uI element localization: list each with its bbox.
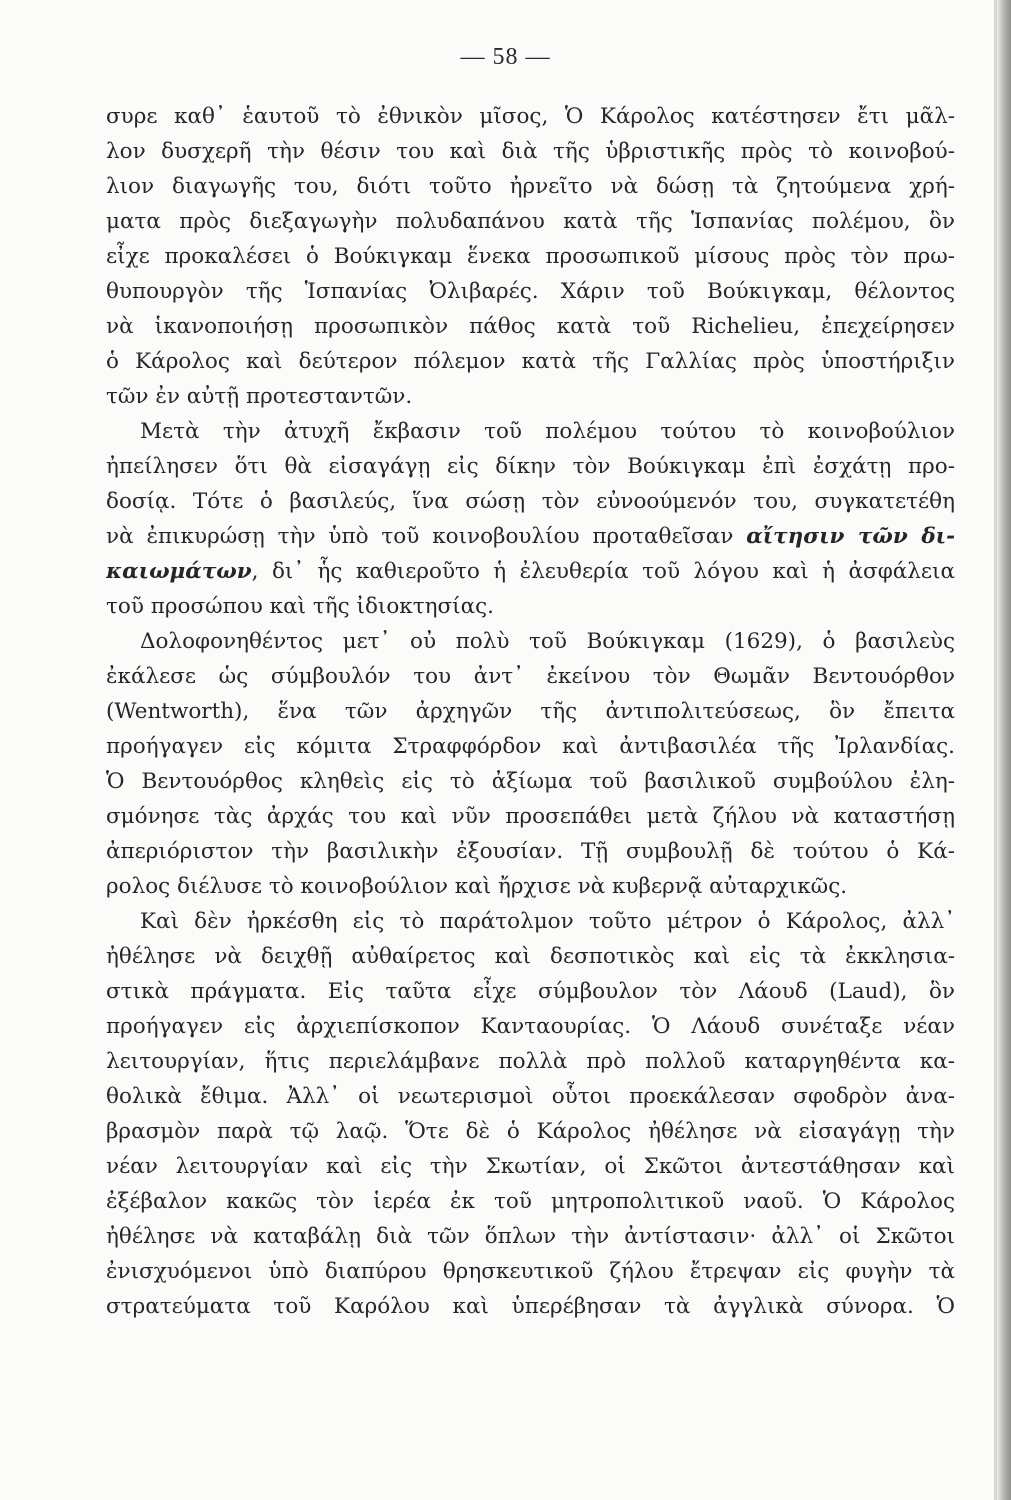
text-line-part: , δι᾽ ἧς καθιεροῦτο ἡ ἐλευθερία τοῦ λόγου καὶ ἡ ἀσφάλεια bbox=[251, 559, 955, 584]
text-line: ὁ Κάρολος καὶ δεύτερον πόλεμον κατὰ τῆς Γαλλίας πρὸς ὑποστήριξιν bbox=[106, 349, 955, 374]
text-line: ἐκάλεσε ὡς σύμβουλόν του ἀντ᾽ ἐκείνου τὸν Θωμᾶν Βεντουόρθον bbox=[106, 664, 955, 689]
text-line: στρατεύματα τοῦ Καρόλου καὶ ὑπερέβησαν τὰ ἀγγλικὰ σύνορα. Ὁ bbox=[106, 1294, 955, 1319]
text-line: ἐνισχυόμενοι ὑπὸ διαπύρου θρησκευτικοῦ ζήλου ἔτρεψαν εἰς φυγὴν τὰ bbox=[106, 1259, 955, 1284]
page-number: — 58 — bbox=[460, 44, 551, 70]
text-line: θολικὰ ἔθιμα. Ἀλλ᾽ οἱ νεωτερισμοὶ οὗτοι προεκάλεσαν σφοδρὸν ἀνα- bbox=[106, 1084, 955, 1109]
emphasized-term: καιωμάτων bbox=[106, 559, 252, 584]
text-line: ἠπείλησεν ὅτι θὰ εἰσαγάγῃ εἰς δίκην τὸν Βούκιγκαμ ἐπὶ ἐσχάτῃ προ- bbox=[106, 454, 955, 479]
text-line: τῶν ἐν αὐτῇ προτεσταντῶν. bbox=[106, 384, 413, 409]
text-line: συρε καθ᾽ ἑαυτοῦ τὸ ἐθνικὸν μῖσος, Ὁ Κάρολος κατέστησεν ἔτι μᾶλ- bbox=[106, 104, 955, 129]
text-line: στικὰ πράγματα. Εἰς ταῦτα εἶχε σύμβουλον τὸν Λάουδ (Laud), ὃν bbox=[106, 979, 955, 1004]
text-line bbox=[106, 555, 955, 589]
text-line: λιον διαγωγῆς του, διότι τοῦτο ἠρνεῖτο νὰ δώσῃ τὰ ζητούμενα χρή- bbox=[106, 174, 955, 199]
text-line: ἐξέβαλον κακῶς τὸν ἱερέα ἐκ τοῦ μητροπολιτικοῦ ναοῦ. Ὁ Κάρολος bbox=[106, 1189, 955, 1214]
text-line: σμόνησε τὰς ἀρχάς του καὶ νῦν προσεπάθει μετὰ ζήλου νὰ καταστήσῃ bbox=[106, 804, 955, 829]
text-line: Ὁ Βεντουόρθος κληθεὶς εἰς τὸ ἀξίωμα τοῦ βασιλικοῦ συμβούλου ἐλη- bbox=[106, 769, 955, 794]
paragraph-first-line: Μετὰ τὴν ἀτυχῆ ἔκβασιν τοῦ πολέμου τούτου τὸ κοινοβούλιον bbox=[140, 419, 955, 444]
paragraph-first-line: Δολοφονηθέντος μετ᾽ οὐ πολὺ τοῦ Βούκιγκαμ (1629), ὁ βασιλεὺς bbox=[140, 629, 955, 654]
text-line: ἀπεριόριστον τὴν βασιλικὴν ἐξουσίαν. Τῇ συμβουλῇ δὲ τούτου ὁ Κά- bbox=[106, 839, 955, 864]
emphasized-term: αἴτησιν τῶν δι- bbox=[746, 524, 955, 549]
text-line: εἶχε προκαλέσει ὁ Βούκιγκαμ ἕνεκα προσωπικοῦ μίσους πρὸς τὸν πρω- bbox=[106, 244, 955, 269]
text-line: (Wentworth), ἕνα τῶν ἀρχηγῶν τῆς ἀντιπολιτεύσεως, ὃν ἔπειτα bbox=[106, 699, 955, 724]
text-line: θυπουργὸν τῆς Ἱσπανίας Ὀλιβαρές. Χάριν τοῦ Βούκιγκαμ, θέλοντος bbox=[106, 279, 955, 304]
text-line: δοσίᾳ. Τότε ὁ βασιλεύς, ἵνα σώσῃ τὸν εὐνοούμενόν του, συγκατετέθη bbox=[106, 489, 955, 514]
text-line: λειτουργίαν, ἥτις περιελάμβανε πολλὰ πρὸ πολλοῦ καταργηθέντα κα- bbox=[106, 1049, 955, 1074]
text-line: ρολος διέλυσε τὸ κοινοβούλιον καὶ ἤρχισε νὰ κυβερνᾷ αὐταρχικῶς. bbox=[106, 874, 848, 899]
text-line: ἠθέλησε νὰ καταβάλῃ διὰ τῶν ὅπλων τὴν ἀντίστασιν· ἀλλ᾽ οἱ Σκῶτοι bbox=[106, 1224, 955, 1249]
scan-page-edge bbox=[997, 0, 1011, 1500]
text-line: βρασμὸν παρὰ τῷ λαῷ. Ὅτε δὲ ὁ Κάρολος ἠθέλησε νὰ εἰσαγάγῃ τὴν bbox=[106, 1119, 955, 1144]
text-line-part: νὰ ἐπικυρώσῃ τὴν ὑπὸ τοῦ κοινοβουλίου προταθεῖσαν bbox=[106, 524, 747, 549]
text-line: νὰ ἱκανοποιήσῃ προσωπικὸν πάθος κατὰ τοῦ Richelieu, ἐπεχείρησεν bbox=[106, 314, 955, 339]
text-line: ματα πρὸς διεξαγωγὴν πολυδαπάνου κατὰ τῆς Ἱσπανίας πολέμου, ὃν bbox=[106, 209, 955, 234]
text-line: προήγαγεν εἰς ἀρχιεπίσκοπον Κανταουρίας. Ὁ Λάουδ συνέταξε νέαν bbox=[106, 1014, 955, 1039]
text-line bbox=[106, 520, 955, 554]
text-line: τοῦ προσώπου καὶ τῆς ἰδιοκτησίας. bbox=[106, 594, 494, 619]
text-line: λον δυσχερῆ τὴν θέσιν του καὶ διὰ τῆς ὑβριστικῆς πρὸς τὸ κοινοβού- bbox=[106, 139, 955, 164]
text-line: προήγαγεν εἰς κόμιτα Στραφφόρδον καὶ ἀντιβασιλέα τῆς Ἰρλανδίας. bbox=[106, 734, 955, 759]
paragraph-first-line: Καὶ δὲν ἠρκέσθη εἰς τὸ παράτολμον τοῦτο μέτρον ὁ Κάρολος, ἀλλ᾽ bbox=[140, 909, 955, 934]
text-line: ἠθέλησε νὰ δειχθῇ αὐθαίρετος καὶ δεσποτικὸς καὶ εἰς τὰ ἐκκλησια- bbox=[106, 944, 955, 969]
text-line: νέαν λειτουργίαν καὶ εἰς τὴν Σκωτίαν, οἱ Σκῶτοι ἀντεστάθησαν καὶ bbox=[106, 1154, 955, 1179]
